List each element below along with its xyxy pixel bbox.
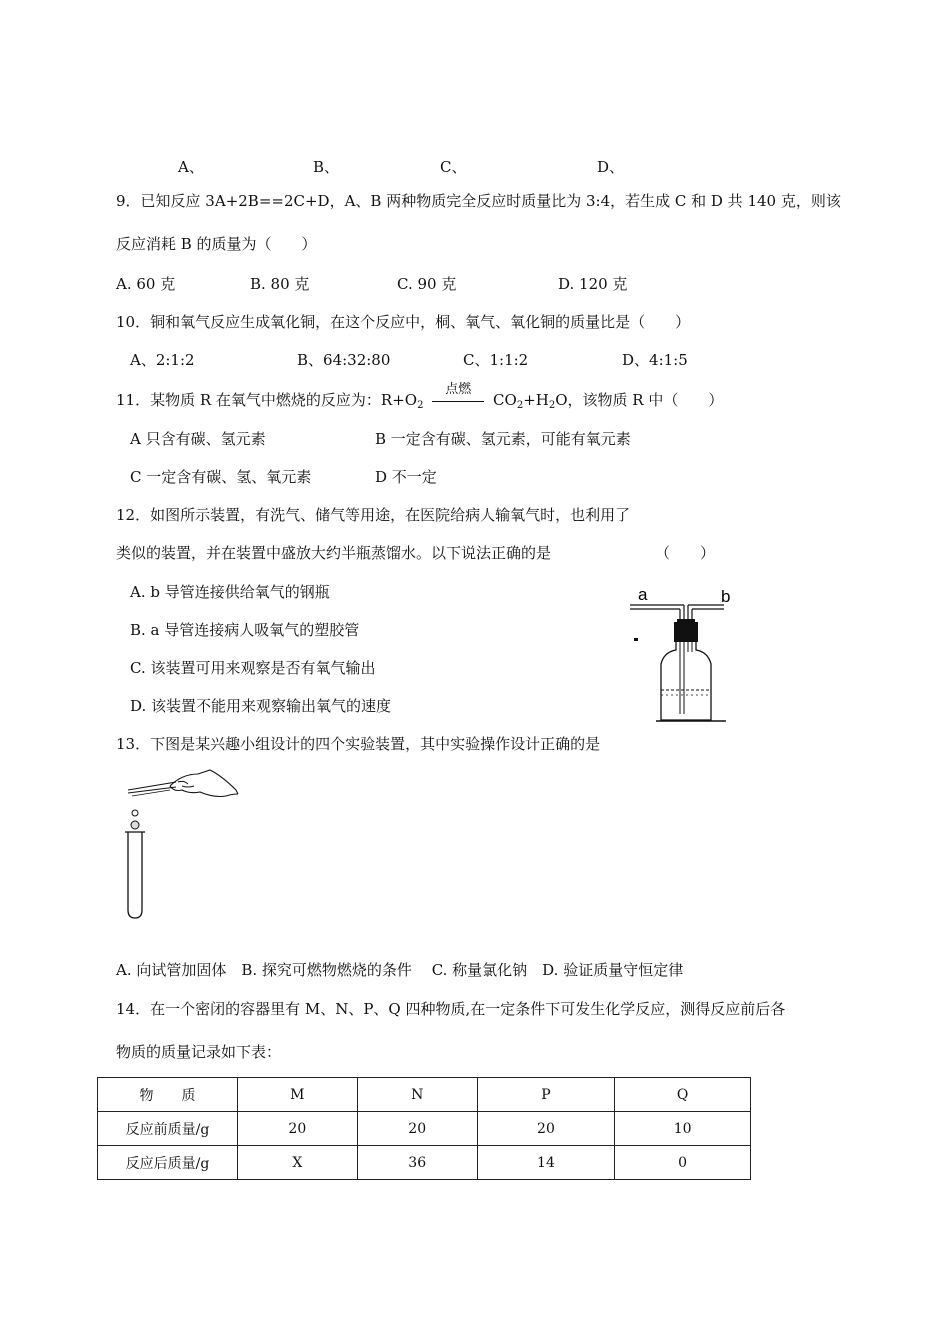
q13-stem: 13．下图是某兴趣小组设计的四个实验装置，其中实验操作设计正确的是 xyxy=(116,735,601,753)
table-row xyxy=(98,1112,751,1146)
header-cell-substance: 物 质 xyxy=(98,1078,238,1112)
header-cell-m: M xyxy=(237,1078,357,1112)
q10-option-c: C、1:1:2 xyxy=(463,351,529,369)
q12-label-a: a xyxy=(638,585,648,604)
q8-option-c: C、 xyxy=(440,158,467,176)
q11-prefix: 11．某物质 R 在氧气中燃烧的反应为：R+O xyxy=(116,391,418,409)
q8-option-b: B、 xyxy=(313,158,340,176)
q11-co2-sub: 2 xyxy=(516,400,524,411)
cell-before-q: 10 xyxy=(615,1112,751,1146)
q9-stem-line1: 9．已知反应 3A+2B==2C+D，A、B 两种物质完全反应时质量比为 3:4，若生成 C 和 D 共 140 克，则该 xyxy=(116,192,841,210)
q14-stem-line2: 物质的质量记录如下表： xyxy=(116,1043,282,1061)
q10-option-b: B、64:32:80 xyxy=(297,351,391,369)
cell-after-m: X xyxy=(237,1146,357,1180)
q11-option-c: C 一定含有碳、氢、氧元素 xyxy=(130,468,312,486)
q12-option-a: A. b 导管连接供给氧气的钢瓶 xyxy=(130,583,330,601)
row-label-before: 反应前质量/g xyxy=(98,1112,238,1146)
q11-h2-sub: 2 xyxy=(548,400,556,411)
q11-reaction-condition xyxy=(428,382,488,410)
q11-o2-sub: 2 xyxy=(417,400,424,411)
q9-option-c: C. 90 克 xyxy=(397,275,457,293)
cell-after-p: 14 xyxy=(477,1146,615,1180)
q9-option-d: D. 120 克 xyxy=(558,275,628,293)
q12-label-b: b xyxy=(721,587,731,606)
q11-suffix: O，该物质 R 中（ ） xyxy=(555,391,724,409)
cell-after-n: 36 xyxy=(357,1146,477,1180)
row-label-after: 反应后质量/g xyxy=(98,1146,238,1180)
q12-stem-line2: 类似的装置，并在装置中盛放大约半瓶蒸馏水。以下说法正确的是 xyxy=(116,544,552,562)
q9-option-b: B. 80 克 xyxy=(250,275,310,293)
q10-option-a: A、2:1:2 xyxy=(130,351,195,369)
q10-stem: 10．铜和氧气反应生成氧化铜，在这个反应中，桐、氧气、氧化铜的质量比是（ ） xyxy=(116,313,691,331)
header-cell-p: P xyxy=(477,1078,615,1112)
test-tube-tweezers-diagram xyxy=(122,768,242,923)
q12-option-d: D. 该装置不能用来观察输出氧气的速度 xyxy=(130,697,392,715)
q11-option-b: B 一定含有碳、氢元素，可能有氧元素 xyxy=(375,430,631,448)
cell-before-p: 20 xyxy=(477,1112,615,1146)
header-cell-n: N xyxy=(357,1078,477,1112)
q12-option-c: C. 该装置可用来观察是否有氧气输出 xyxy=(130,659,376,677)
cell-before-n: 20 xyxy=(357,1112,477,1146)
q11-reaction-arrow xyxy=(432,400,484,402)
q11-option-d: D 不一定 xyxy=(375,468,437,486)
header-cell-q: Q xyxy=(615,1078,751,1112)
q9-stem-line2: 反应消耗 B 的质量为（ ） xyxy=(116,235,317,253)
q11-condition-label: 点燃 xyxy=(445,382,472,397)
q11-stem xyxy=(116,382,724,416)
cell-before-m: 20 xyxy=(237,1112,357,1146)
gas-washing-bottle-diagram xyxy=(628,580,758,730)
q11-h: +H xyxy=(523,391,549,409)
q11-option-a: A 只含有碳、氢元素 xyxy=(130,430,266,448)
q12-answer-bracket: （ ） xyxy=(655,544,716,562)
q9-option-a: A. 60 克 xyxy=(116,275,176,293)
q13-options: A. 向试管加固体 B. 探究可燃物燃烧的条件 C. 称量氯化钠 D. 验证质量守恒定律 xyxy=(116,961,684,979)
cell-after-q: 0 xyxy=(615,1146,751,1180)
q12-option-b: B. a 导管连接病人吸氧气的塑胶管 xyxy=(130,621,360,639)
q8-option-d: D、 xyxy=(597,158,625,176)
q8-option-a: A、 xyxy=(178,158,204,176)
table-row xyxy=(98,1146,751,1180)
q14-stem-line1: 14．在一个密闭的容器里有 M、N、P、Q 四种物质,在一定条件下可发生化学反应，测得反应前后各 xyxy=(116,1000,786,1018)
table-header-row xyxy=(98,1078,751,1112)
q11-co: CO xyxy=(493,391,517,409)
mass-record-table xyxy=(97,1077,751,1180)
q10-option-d: D、4:1:5 xyxy=(622,351,688,369)
q12-stem-line1: 12．如图所示装置，有洗气、储气等用途，在医院给病人输氧气时，也利用了 xyxy=(116,506,631,524)
